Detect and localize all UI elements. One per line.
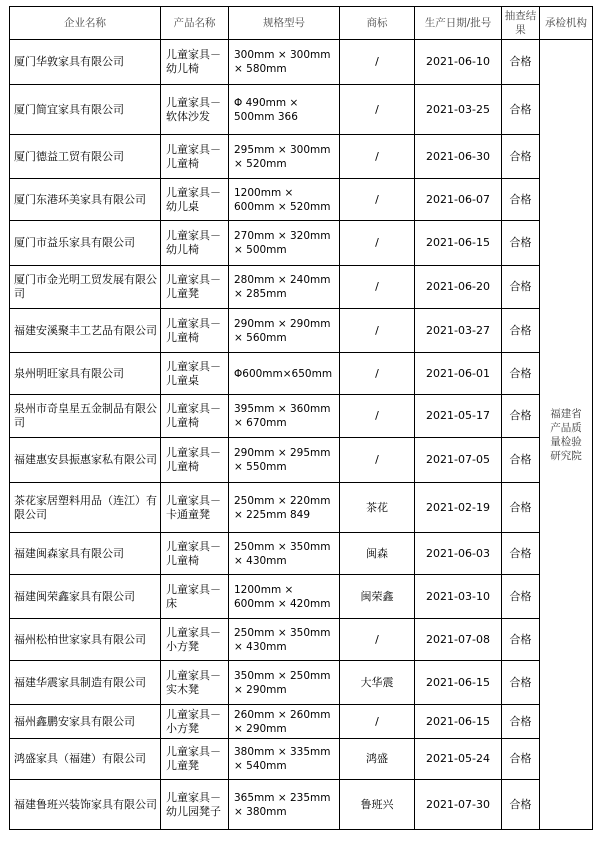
cell-date: 2021-06-03 bbox=[415, 533, 502, 575]
table-row bbox=[10, 40, 593, 85]
header-date: 生产日期/批号 bbox=[415, 7, 502, 40]
cell-result: 合格 bbox=[502, 739, 540, 780]
table-row bbox=[10, 85, 593, 135]
cell-date: 2021-03-27 bbox=[415, 309, 502, 353]
cell-mark: 闽荣鑫 bbox=[340, 575, 415, 619]
cell-mark: / bbox=[340, 135, 415, 179]
header-agency: 承检机构 bbox=[540, 7, 593, 40]
cell-spec: 395mm × 360mm × 670mm bbox=[229, 395, 340, 438]
cell-result: 合格 bbox=[502, 179, 540, 221]
cell-mark: / bbox=[340, 309, 415, 353]
table-row bbox=[10, 575, 593, 619]
cell-spec: 365mm × 235mm × 380mm bbox=[229, 780, 340, 830]
cell-company: 厦门华敦家具有限公司 bbox=[10, 40, 161, 85]
cell-date: 2021-06-20 bbox=[415, 266, 502, 309]
cell-company: 厦门德益工贸有限公司 bbox=[10, 135, 161, 179]
cell-product: 儿童家具－儿童椅 bbox=[161, 309, 229, 353]
cell-product: 儿童家具－幼儿园凳子 bbox=[161, 780, 229, 830]
cell-company: 福建闽森家具有限公司 bbox=[10, 533, 161, 575]
cell-spec: 300mm × 300mm × 580mm bbox=[229, 40, 340, 85]
table-row bbox=[10, 705, 593, 739]
cell-result: 合格 bbox=[502, 266, 540, 309]
cell-spec: 350mm × 250mm × 290mm bbox=[229, 661, 340, 705]
table-row bbox=[10, 780, 593, 830]
cell-mark: 闽森 bbox=[340, 533, 415, 575]
header-spec: 规格型号 bbox=[229, 7, 340, 40]
cell-product: 儿童家具－儿童椅 bbox=[161, 533, 229, 575]
table-row bbox=[10, 309, 593, 353]
table-row bbox=[10, 661, 593, 705]
cell-result: 合格 bbox=[502, 483, 540, 533]
cell-mark: / bbox=[340, 179, 415, 221]
cell-spec: Φ 490mm × 500mm 366 bbox=[229, 85, 340, 135]
table-row bbox=[10, 739, 593, 780]
cell-date: 2021-03-10 bbox=[415, 575, 502, 619]
cell-result: 合格 bbox=[502, 309, 540, 353]
cell-spec: 380mm × 335mm × 540mm bbox=[229, 739, 340, 780]
cell-product: 儿童家具－卡通童凳 bbox=[161, 483, 229, 533]
table-row bbox=[10, 438, 593, 483]
cell-spec: 280mm × 240mm × 285mm bbox=[229, 266, 340, 309]
cell-company: 鸿盛家具（福建）有限公司 bbox=[10, 739, 161, 780]
table-row bbox=[10, 533, 593, 575]
cell-company: 厦门东港环美家具有限公司 bbox=[10, 179, 161, 221]
cell-product: 儿童家具－幼儿桌 bbox=[161, 179, 229, 221]
cell-spec: Φ600mm×650mm bbox=[229, 353, 340, 395]
cell-spec: 250mm × 220mm × 225mm 849 bbox=[229, 483, 340, 533]
cell-date: 2021-06-15 bbox=[415, 705, 502, 739]
cell-company: 厦门简宜家具有限公司 bbox=[10, 85, 161, 135]
table-row bbox=[10, 135, 593, 179]
cell-result: 合格 bbox=[502, 661, 540, 705]
cell-spec: 290mm × 290mm × 560mm bbox=[229, 309, 340, 353]
cell-result: 合格 bbox=[502, 533, 540, 575]
cell-date: 2021-07-30 bbox=[415, 780, 502, 830]
cell-product: 儿童家具－儿童桌 bbox=[161, 353, 229, 395]
cell-company: 茶花家居塑料用品（连江）有限公司 bbox=[10, 483, 161, 533]
cell-agency: 福建省产品质量检验研究院 bbox=[540, 40, 593, 830]
cell-mark: / bbox=[340, 40, 415, 85]
cell-company: 厦门市金光明工贸发展有限公司 bbox=[10, 266, 161, 309]
cell-result: 合格 bbox=[502, 619, 540, 661]
cell-spec: 250mm × 350mm × 430mm bbox=[229, 619, 340, 661]
cell-mark: 茶花 bbox=[340, 483, 415, 533]
table-body bbox=[10, 40, 593, 830]
cell-mark: 鲁班兴 bbox=[340, 780, 415, 830]
cell-company: 泉州市奇皇星五金制品有限公司 bbox=[10, 395, 161, 438]
header-mark: 商标 bbox=[340, 7, 415, 40]
header-row bbox=[10, 7, 593, 40]
cell-date: 2021-02-19 bbox=[415, 483, 502, 533]
cell-date: 2021-07-05 bbox=[415, 438, 502, 483]
cell-product: 儿童家具－儿童椅 bbox=[161, 438, 229, 483]
cell-mark: / bbox=[340, 221, 415, 266]
cell-spec: 290mm × 295mm × 550mm bbox=[229, 438, 340, 483]
table-row bbox=[10, 483, 593, 533]
cell-product: 儿童家具－儿童椅 bbox=[161, 135, 229, 179]
cell-result: 合格 bbox=[502, 780, 540, 830]
cell-result: 合格 bbox=[502, 221, 540, 266]
cell-result: 合格 bbox=[502, 135, 540, 179]
cell-product: 儿童家具－儿童凳 bbox=[161, 266, 229, 309]
cell-spec: 295mm × 300mm × 520mm bbox=[229, 135, 340, 179]
cell-company: 福州松柏世家家具有限公司 bbox=[10, 619, 161, 661]
table-row bbox=[10, 221, 593, 266]
cell-date: 2021-06-07 bbox=[415, 179, 502, 221]
inspection-table bbox=[9, 6, 593, 830]
cell-date: 2021-06-10 bbox=[415, 40, 502, 85]
cell-spec: 1200mm × 600mm × 520mm bbox=[229, 179, 340, 221]
table-row bbox=[10, 395, 593, 438]
header-product: 产品名称 bbox=[161, 7, 229, 40]
cell-spec: 1200mm × 600mm × 420mm bbox=[229, 575, 340, 619]
cell-spec: 250mm × 350mm × 430mm bbox=[229, 533, 340, 575]
cell-date: 2021-07-08 bbox=[415, 619, 502, 661]
header-result: 抽查结果 bbox=[502, 7, 540, 40]
cell-product: 儿童家具－床 bbox=[161, 575, 229, 619]
cell-company: 福建闽荣鑫家具有限公司 bbox=[10, 575, 161, 619]
cell-result: 合格 bbox=[502, 705, 540, 739]
cell-date: 2021-05-17 bbox=[415, 395, 502, 438]
cell-result: 合格 bbox=[502, 575, 540, 619]
cell-mark: / bbox=[340, 619, 415, 661]
cell-company: 福建安溪聚丰工艺品有限公司 bbox=[10, 309, 161, 353]
cell-mark: 大华震 bbox=[340, 661, 415, 705]
cell-mark: / bbox=[340, 395, 415, 438]
cell-company: 福建华震家具制造有限公司 bbox=[10, 661, 161, 705]
cell-mark: / bbox=[340, 85, 415, 135]
cell-date: 2021-03-25 bbox=[415, 85, 502, 135]
table-row bbox=[10, 619, 593, 661]
cell-spec: 260mm × 260mm × 290mm bbox=[229, 705, 340, 739]
cell-product: 儿童家具－小方凳 bbox=[161, 619, 229, 661]
header-company: 企业名称 bbox=[10, 7, 161, 40]
cell-spec: 270mm × 320mm × 500mm bbox=[229, 221, 340, 266]
cell-product: 儿童家具－儿童椅 bbox=[161, 395, 229, 438]
cell-product: 儿童家具－软体沙发 bbox=[161, 85, 229, 135]
cell-product: 儿童家具－儿童凳 bbox=[161, 739, 229, 780]
cell-company: 福州鑫鹏安家具有限公司 bbox=[10, 705, 161, 739]
table-row bbox=[10, 266, 593, 309]
cell-result: 合格 bbox=[502, 438, 540, 483]
cell-mark: / bbox=[340, 266, 415, 309]
cell-result: 合格 bbox=[502, 85, 540, 135]
cell-date: 2021-06-01 bbox=[415, 353, 502, 395]
cell-mark: 鸿盛 bbox=[340, 739, 415, 780]
table-row bbox=[10, 179, 593, 221]
cell-date: 2021-06-30 bbox=[415, 135, 502, 179]
cell-company: 厦门市益乐家具有限公司 bbox=[10, 221, 161, 266]
cell-date: 2021-05-24 bbox=[415, 739, 502, 780]
cell-result: 合格 bbox=[502, 353, 540, 395]
cell-mark: / bbox=[340, 353, 415, 395]
cell-company: 福建惠安县振惠家私有限公司 bbox=[10, 438, 161, 483]
cell-product: 儿童家具－幼儿椅 bbox=[161, 40, 229, 85]
cell-product: 儿童家具－幼儿椅 bbox=[161, 221, 229, 266]
cell-product: 儿童家具－实木凳 bbox=[161, 661, 229, 705]
cell-mark: / bbox=[340, 438, 415, 483]
cell-company: 福建鲁班兴装饰家具有限公司 bbox=[10, 780, 161, 830]
cell-product: 儿童家具－小方凳 bbox=[161, 705, 229, 739]
cell-date: 2021-06-15 bbox=[415, 661, 502, 705]
cell-mark: / bbox=[340, 705, 415, 739]
cell-result: 合格 bbox=[502, 395, 540, 438]
cell-result: 合格 bbox=[502, 40, 540, 85]
cell-company: 泉州明旺家具有限公司 bbox=[10, 353, 161, 395]
cell-date: 2021-06-15 bbox=[415, 221, 502, 266]
table-row bbox=[10, 353, 593, 395]
